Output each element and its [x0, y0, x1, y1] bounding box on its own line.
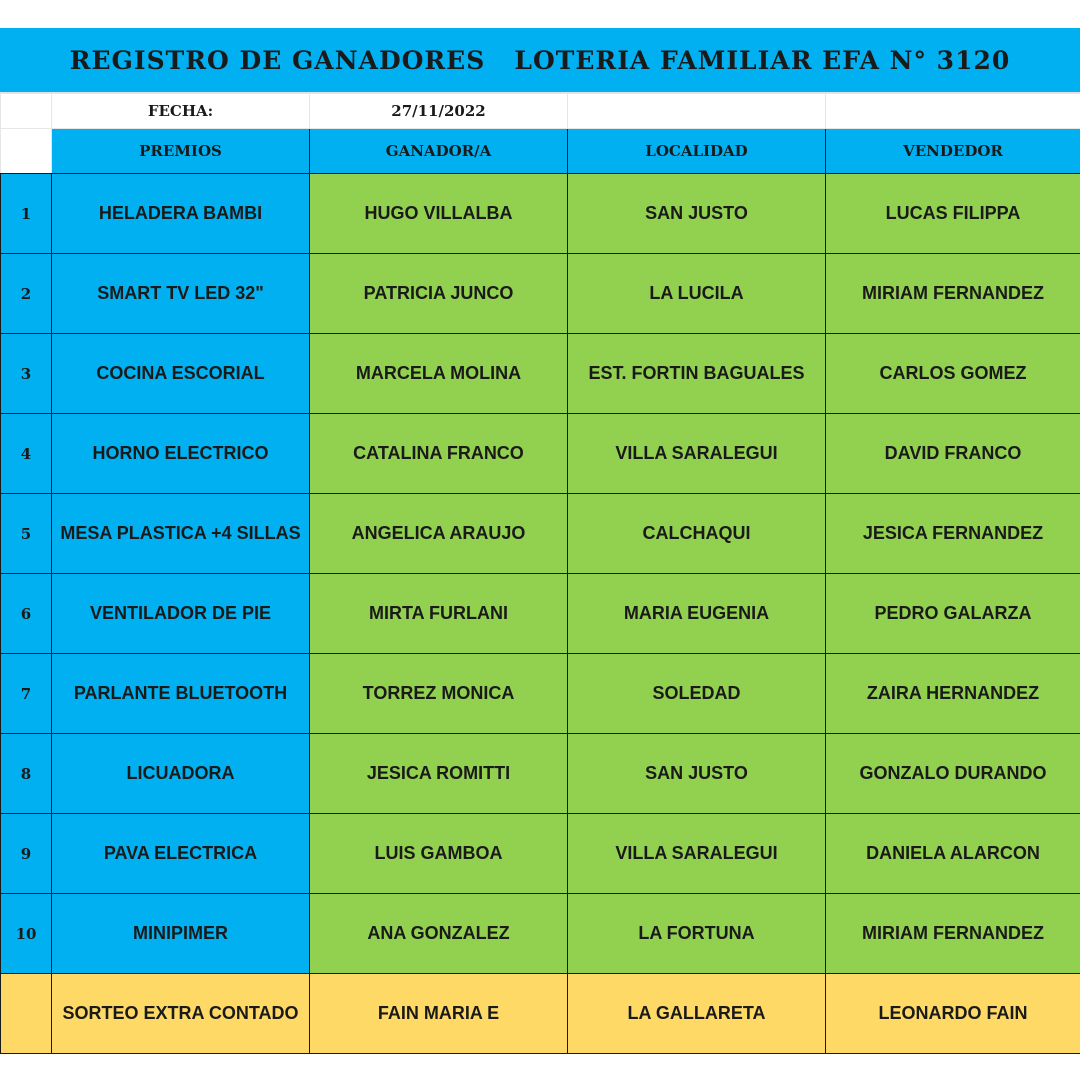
- prize-cell: COCINA ESCORIAL: [52, 334, 310, 414]
- row-number: 3: [1, 334, 52, 414]
- header-blank-cell: [1, 129, 52, 174]
- winner-cell: ANGELICA ARAUJO: [310, 494, 568, 574]
- table-row: [1, 414, 1080, 494]
- locality-cell: SAN JUSTO: [568, 174, 826, 254]
- winner-cell: HUGO VILLALBA: [310, 174, 568, 254]
- date-empty-cell: [826, 94, 1080, 129]
- row-number: 4: [1, 414, 52, 494]
- header-localidad: LOCALIDAD: [568, 129, 826, 174]
- table-row: [1, 334, 1080, 414]
- date-row: [1, 94, 1080, 129]
- seller-cell: DAVID FRANCO: [826, 414, 1080, 494]
- winner-cell: MIRTA FURLANI: [310, 574, 568, 654]
- locality-cell: SOLEDAD: [568, 654, 826, 734]
- prize-cell: PAVA ELECTRICA: [52, 814, 310, 894]
- winner-cell: LUIS GAMBOA: [310, 814, 568, 894]
- locality-cell: VILLA SARALEGUI: [568, 414, 826, 494]
- seller-cell: PEDRO GALARZA: [826, 574, 1080, 654]
- extra-seller-cell: LEONARDO FAIN: [826, 974, 1080, 1054]
- row-number: 8: [1, 734, 52, 814]
- row-number: 5: [1, 494, 52, 574]
- prize-cell: SMART TV LED 32": [52, 254, 310, 334]
- prize-cell: MESA PLASTICA +4 SILLAS: [52, 494, 310, 574]
- title-bar: [0, 28, 1080, 93]
- date-value: 27/11/2022: [310, 94, 568, 129]
- header-vendedor: VENDEDOR: [826, 129, 1080, 174]
- locality-cell: VILLA SARALEGUI: [568, 814, 826, 894]
- extra-number-cell: [1, 974, 52, 1054]
- seller-cell: JESICA FERNANDEZ: [826, 494, 1080, 574]
- winner-cell: TORREZ MONICA: [310, 654, 568, 734]
- seller-cell: GONZALO DURANDO: [826, 734, 1080, 814]
- table-row: [1, 814, 1080, 894]
- seller-cell: LUCAS FILIPPA: [826, 174, 1080, 254]
- winner-cell: CATALINA FRANCO: [310, 414, 568, 494]
- table-row: [1, 734, 1080, 814]
- date-blank-cell: [1, 94, 52, 129]
- locality-cell: LA FORTUNA: [568, 894, 826, 974]
- row-number: 6: [1, 574, 52, 654]
- table-row: [1, 654, 1080, 734]
- prize-cell: HELADERA BAMBI: [52, 174, 310, 254]
- locality-cell: EST. FORTIN BAGUALES: [568, 334, 826, 414]
- locality-cell: LA LUCILA: [568, 254, 826, 334]
- date-empty-cell: [568, 94, 826, 129]
- row-number: 2: [1, 254, 52, 334]
- table-row: [1, 254, 1080, 334]
- header-row: [1, 129, 1080, 174]
- seller-cell: ZAIRA HERNANDEZ: [826, 654, 1080, 734]
- row-number: 9: [1, 814, 52, 894]
- locality-cell: MARIA EUGENIA: [568, 574, 826, 654]
- prize-cell: VENTILADOR DE PIE: [52, 574, 310, 654]
- header-ganador: GANADOR/A: [310, 129, 568, 174]
- sheet-title: REGISTRO DE GANADORES LOTERIA FAMILIAR EFA N° 3120: [69, 45, 1011, 75]
- extra-prize-cell: SORTEO EXTRA CONTADO: [52, 974, 310, 1054]
- winners-sheet: [0, 28, 1080, 1054]
- locality-cell: CALCHAQUI: [568, 494, 826, 574]
- seller-cell: MIRIAM FERNANDEZ: [826, 254, 1080, 334]
- row-number: 10: [1, 894, 52, 974]
- seller-cell: CARLOS GOMEZ: [826, 334, 1080, 414]
- locality-cell: SAN JUSTO: [568, 734, 826, 814]
- winner-cell: ANA GONZALEZ: [310, 894, 568, 974]
- prize-cell: HORNO ELECTRICO: [52, 414, 310, 494]
- prize-cell: LICUADORA: [52, 734, 310, 814]
- table-row: [1, 574, 1080, 654]
- seller-cell: MIRIAM FERNANDEZ: [826, 894, 1080, 974]
- header-premios: PREMIOS: [52, 129, 310, 174]
- date-label: FECHA:: [52, 94, 310, 129]
- extra-winner-cell: FAIN MARIA E: [310, 974, 568, 1054]
- winner-cell: JESICA ROMITTI: [310, 734, 568, 814]
- table-row: [1, 894, 1080, 974]
- winners-table: [0, 93, 1080, 1054]
- winner-cell: MARCELA MOLINA: [310, 334, 568, 414]
- table-row: [1, 494, 1080, 574]
- seller-cell: DANIELA ALARCON: [826, 814, 1080, 894]
- table-row: [1, 174, 1080, 254]
- row-number: 7: [1, 654, 52, 734]
- extra-locality-cell: LA GALLARETA: [568, 974, 826, 1054]
- prize-cell: MINIPIMER: [52, 894, 310, 974]
- prize-cell: PARLANTE BLUETOOTH: [52, 654, 310, 734]
- row-number: 1: [1, 174, 52, 254]
- extra-draw-row: [1, 974, 1080, 1054]
- winner-cell: PATRICIA JUNCO: [310, 254, 568, 334]
